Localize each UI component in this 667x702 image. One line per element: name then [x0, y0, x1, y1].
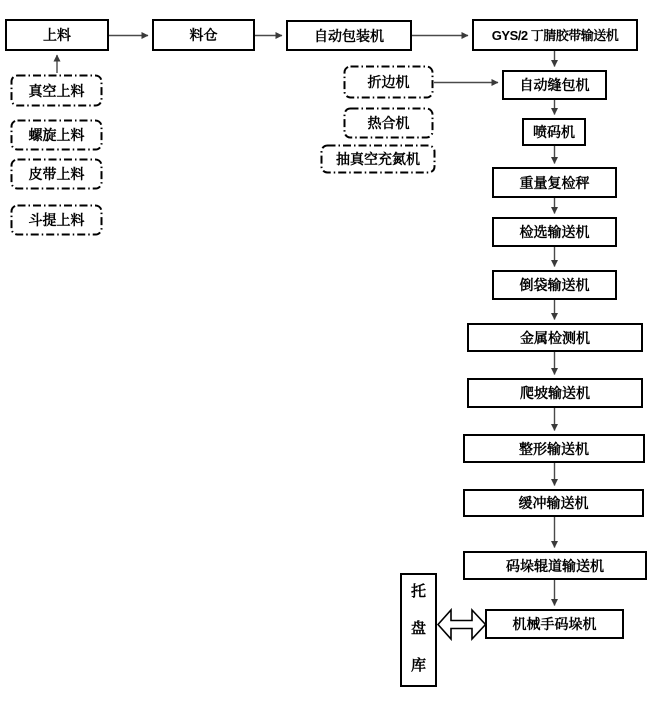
node-inspection-conveyor: [492, 217, 617, 247]
node-label: 机械手码垛机: [512, 616, 597, 632]
node-gys-belt-conveyor: [472, 19, 638, 51]
node-robot-palletizer: [485, 609, 624, 639]
node-label: 自动包装机: [314, 27, 384, 44]
node-label: 螺旋上料: [28, 127, 85, 143]
optional-node-vacuum-nitrogen: [320, 144, 436, 174]
pallet-store-char: 盘: [410, 620, 426, 637]
optional-node-screw-feed: [10, 119, 103, 151]
node-inkjet-coder: [522, 118, 586, 146]
node-checkweigher: [492, 167, 617, 198]
node-label: 抽真空充氮机: [336, 151, 420, 167]
node-label: 斗提上料: [28, 212, 85, 228]
node-label: 整形输送机: [519, 440, 589, 457]
node-auto-packer: [286, 20, 412, 51]
node-label: 检选输送机: [519, 224, 590, 240]
node-buffer-conveyor: [463, 489, 644, 517]
node-metal-detector: [467, 323, 643, 352]
pallet-store-char: 库: [410, 657, 426, 674]
node-label: 金属检测机: [520, 329, 590, 346]
optional-node-belt-feed: [10, 158, 103, 190]
node-label: 料仓: [189, 27, 218, 43]
node-shaping-conveyor: [463, 434, 645, 463]
node-material-silo: [152, 19, 255, 51]
node-label: 热合机: [367, 115, 410, 131]
pallet-store-char: 托: [410, 583, 426, 600]
node-label: 重量复检秤: [519, 174, 590, 191]
node-label: 皮带上料: [28, 166, 85, 182]
node-label: 自动缝包机: [519, 77, 590, 93]
node-label: 缓冲输送机: [518, 495, 589, 511]
optional-node-heat-sealer: [343, 107, 434, 139]
double-arrow-palletstore-robot: [438, 610, 486, 639]
node-bag-flip-conveyor: [492, 270, 617, 300]
node-label: 喷码机: [533, 124, 575, 140]
node-label: 上料: [43, 27, 71, 43]
node-label: GYS/2 丁腈胶带输送机: [491, 27, 619, 43]
node-palletizing-roller-conveyor: [463, 551, 647, 580]
node-label: 折边机: [367, 74, 410, 90]
node-label: 真空上料: [28, 82, 85, 99]
node-material-feed: [5, 19, 109, 51]
node-label: 爬坡输送机: [520, 385, 590, 401]
node-label: 码垛辊道输送机: [506, 557, 604, 574]
optional-node-edge-folder: [343, 65, 434, 99]
optional-node-bucket-feed: [10, 204, 103, 236]
optional-node-vacuum-feed: [10, 74, 103, 107]
node-auto-bag-sewer: [502, 70, 607, 100]
node-incline-conveyor: [467, 378, 643, 408]
node-pallet-store: [400, 573, 437, 687]
node-label: 倒袋输送机: [519, 277, 590, 293]
